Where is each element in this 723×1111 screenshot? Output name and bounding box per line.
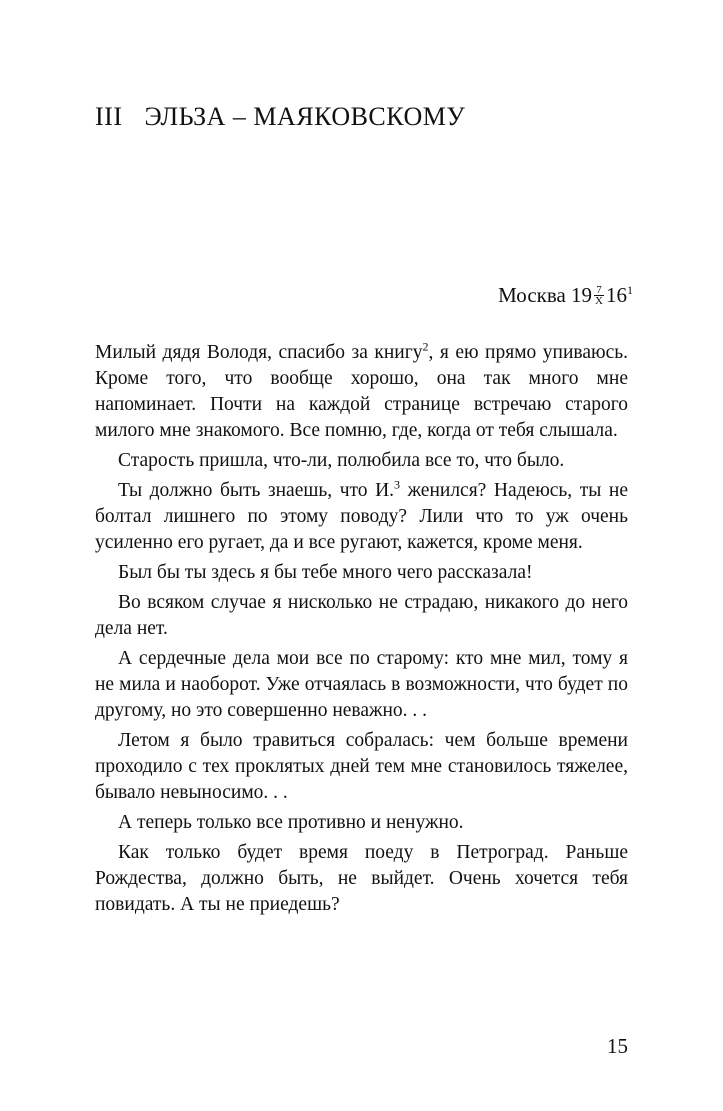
letter-dateline (498, 283, 633, 308)
fraction-denominator: X (595, 294, 603, 307)
paragraph-8: А теперь только все противно и ненужно. (118, 812, 464, 833)
paragraph-6: А сердечные дела мои все по старому: кто мне мил, тому я не мила и наоборот. Уже отчаялась в возможности, что будет по другому, но это совершенно неважно. . . (95, 648, 628, 721)
paragraph-3-text-a: Ты должно быть знаешь, что И. (118, 480, 395, 501)
paragraph-3 (95, 478, 628, 556)
chapter-title: ЭЛЬЗА – МАЯКОВСКОМУ (144, 102, 466, 131)
footnote-marker-3: 3 (394, 477, 401, 492)
dateline-month-fraction (594, 285, 604, 306)
chapter-heading (95, 102, 465, 132)
paragraph-2: Старость пришла, что-ли, полюбила все то, что было. (118, 450, 565, 471)
paragraph-7: Летом я было травиться собралась: чем больше времени проходило с тех проклятых дней тем мне становилось тяжелее, бывало невыносимо. . . (95, 730, 628, 803)
paragraph-5: Во всяком случае я нисколько не страдаю, никакого до него дела нет. (95, 592, 628, 639)
chapter-numeral: III (95, 102, 123, 131)
page-number: 15 (607, 1034, 628, 1058)
footnote-marker-1: 1 (627, 283, 633, 297)
footnote-marker-2: 2 (422, 339, 429, 354)
fraction-numerator: 7 (594, 285, 604, 296)
paragraph-9: Как только будет время поеду в Петроград. Раньше Рождества, должно быть, не выйдет. Очень хочется тебя повидать. А ты не приедешь? (95, 842, 628, 915)
paragraph-1-text-b: , я ею прямо упиваюсь. Кроме того, что вообще хорошо, она так много мне напоминает. Почти на каждой странице встречаю старого милого мне знакомого. Все помню, где, когда от тебя слышала. (95, 342, 628, 441)
paragraph-1-text-a: Милый дядя Володя, спасибо за книгу (95, 342, 423, 363)
dateline-place: Москва (498, 283, 566, 307)
letter-body (95, 340, 628, 922)
paragraph-3-text-b: женился? Надеюсь, ты не болтал лишнего по этому поводу? Лили что то уж очень усиленно его ругает, да и все ругают, кажется, кроме меня. (95, 480, 628, 553)
dateline-year: 16 (606, 283, 627, 307)
paragraph-4: Был бы ты здесь я бы тебе много чего рассказала! (118, 562, 533, 583)
dateline-day: 19 (571, 283, 593, 307)
paragraph-1 (95, 340, 628, 444)
